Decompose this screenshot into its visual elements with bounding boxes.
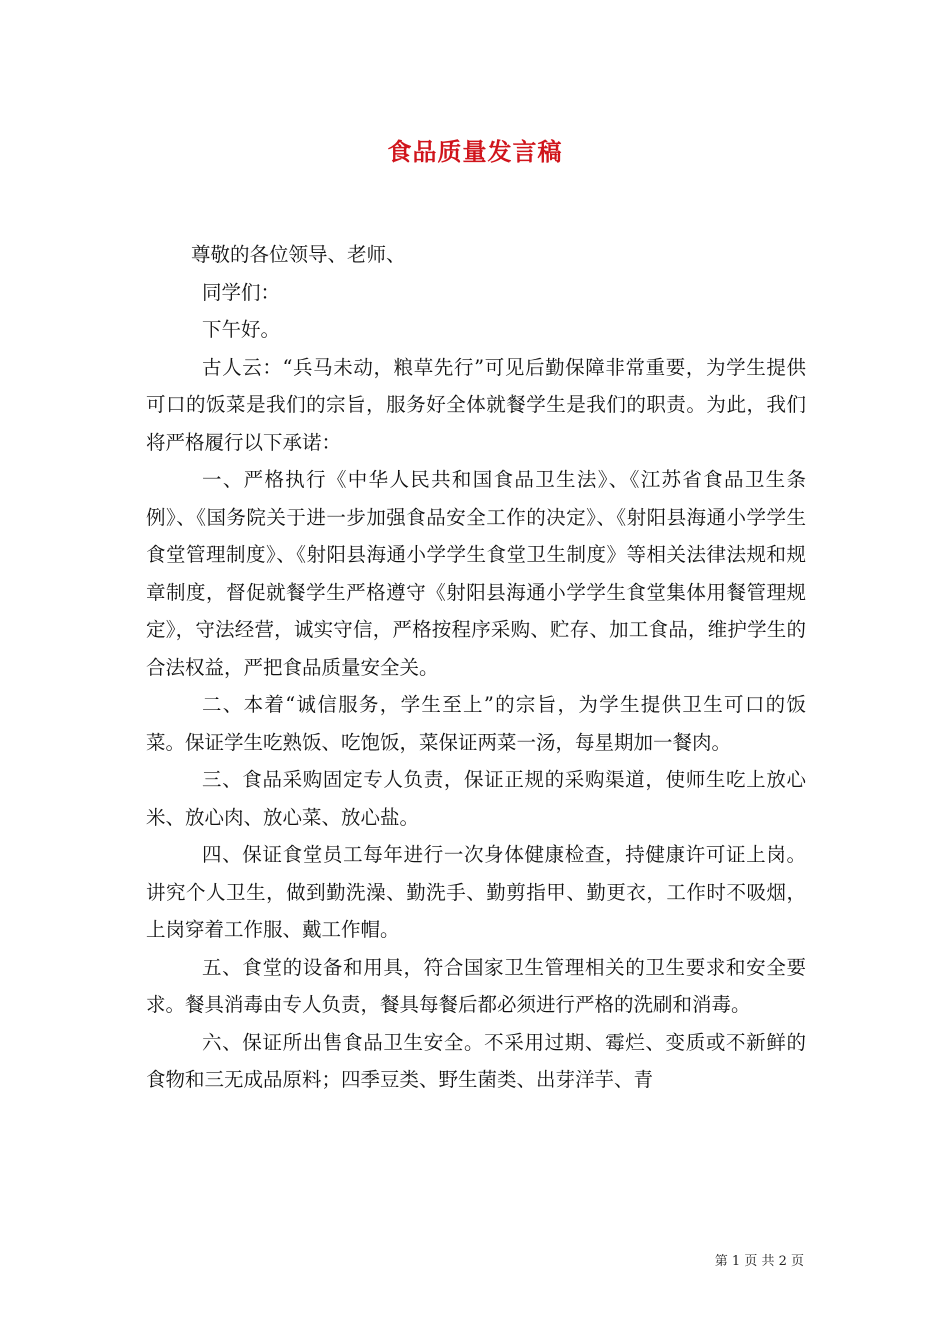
paragraph-6: 六、保证所出售食品卫生安全。不采用过期、霉烂、变质或不新鲜的食物和三无成品原料；四季豆类、野生菌类、出芽洋芋、青 [146, 1030, 806, 1091]
document-body [146, 236, 806, 1099]
paragraph-1: 一、严格执行《中华人民共和国食品卫生法》、《江苏省食品卫生条例》、《国务院关于进一步加强食品安全工作的决定》、《射阳县海通小学学生食堂管理制度》、《射阳县海通小学学生食堂卫生制度》等相关法律法规和规章制度，督促就餐学生严格遵守《射阳县海通小学学生食堂集体用餐管理规定》，守法经营，诚实守信，严格按程序采购、贮存、加工食品，维护学生的合法权益，严把食品质量安全关。 [146, 468, 806, 679]
paragraph-5: 五、食堂的设备和用具，符合国家卫生管理相关的卫生要求和安全要求。餐具消毒由专人负责，餐具每餐后都必须进行严格的洗刷和消毒。 [146, 955, 806, 1016]
paragraph-intro: 古人云：“兵马未动，粮草先行”可见后勤保障非常重要，为学生提供可口的饭菜是我们的宗旨，服务好全体就餐学生是我们的职责。为此，我们将严格履行以下承诺： [146, 355, 806, 454]
page-number: 第 1 页 共 2 页 [714, 1254, 804, 1269]
greeting: 下午好。 [202, 318, 281, 341]
document-title: 食品质量发言稿 [387, 137, 563, 166]
salutation-line-2: 同学们： [202, 280, 281, 304]
paragraph-2: 二、本着“诚信服务，学生至上”的宗旨，为学生提供卫生可口的饭菜。保证学生吃熟饭、吃饱饭，菜保证两菜一汤，每星期加一餐肉。 [146, 693, 806, 754]
salutation-line-1: 尊敬的各位领导、老师、 [191, 243, 406, 266]
paragraph-4: 四、保证食堂员工每年进行一次身体健康检查，持健康许可证上岗。讲究个人卫生，做到勤洗澡、勤洗手、勤剪指甲、勤更衣，工作时不吸烟，上岗穿着工作服、戴工作帽。 [146, 843, 806, 941]
paragraph-3: 三、食品采购固定专人负责，保证正规的采购渠道，使师生吃上放心米、放心肉、放心菜、放心盐。 [146, 768, 806, 829]
